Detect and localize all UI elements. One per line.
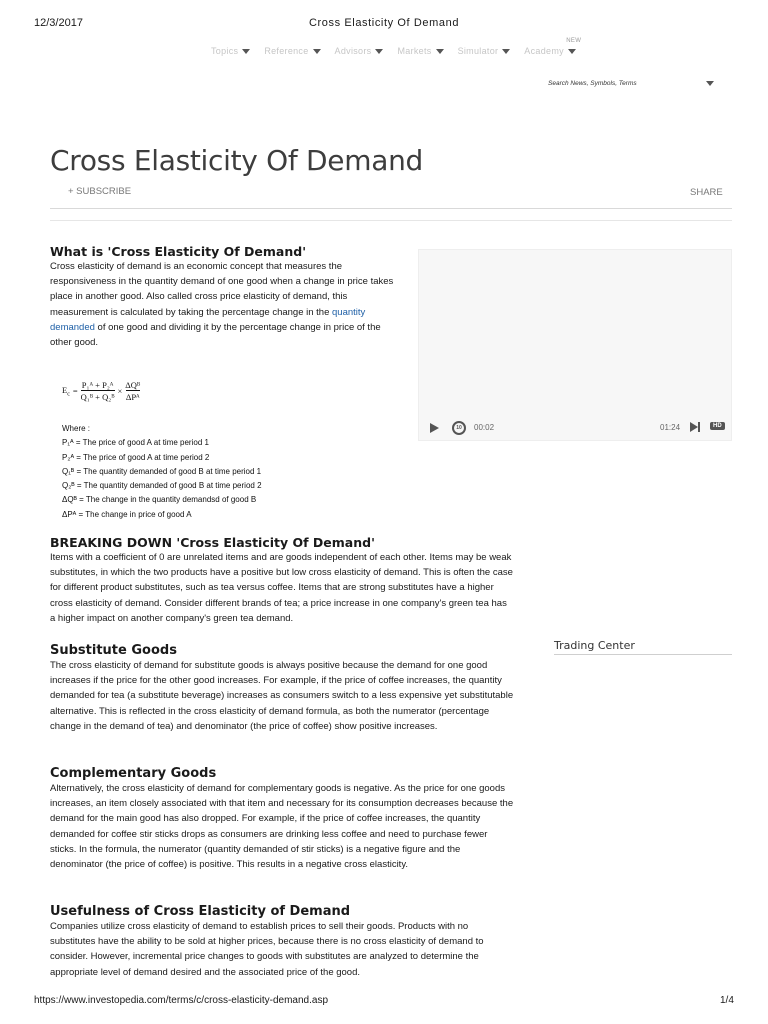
video-player[interactable] xyxy=(418,249,732,441)
nav-label: Markets xyxy=(397,46,432,56)
formula-lhs: $E_c$ xyxy=(62,384,70,398)
section-heading: Usefulness of Cross Elasticity of Demand xyxy=(50,904,351,919)
nav-item-academy[interactable] xyxy=(524,38,582,56)
video-controls xyxy=(418,418,732,438)
definition-item: ΔQᴮ = The change in the quantity demandsd of good B xyxy=(62,495,257,505)
trading-center-heading: Trading Center xyxy=(554,639,635,652)
chevron-down-icon xyxy=(568,49,576,54)
subscribe-button[interactable]: + SUBSCRIBE xyxy=(68,186,132,197)
nav-label: Simulator xyxy=(457,46,499,56)
section-paragraph: Items with a coefficient of 0 are unrelated items and are goods independent of each other. Items may be weak substitutes, in which the two products have a positive but low cross elasticity of demand. This is often the case for different product substitutes, such as tea versus coffee. Items that are strong substitutes have a higher cross elasticity of demand. Consider different brands of tea; a price increase in one company's green tea has a higher impact on another company's green tea demand. xyxy=(50,552,513,624)
print-url: https://www.investopedia.com/terms/c/cross-elasticity-demand.asp xyxy=(34,995,328,1006)
definition-item: Q₂ᴮ = The quantity demanded of good B at time period 2 xyxy=(62,481,262,491)
nav-item-advisors[interactable] xyxy=(335,46,384,56)
top-nav xyxy=(211,38,582,56)
definition-item: ΔPᴬ = The change in price of good A xyxy=(62,509,192,519)
paragraph-text: Cross elasticity of demand is an economic concept that measures the responsiveness in the quantity demand of one good when a change in price takes place in another good. Also called cross price elasticity of demand, this measurement is calculated by taking the percentage change in the xyxy=(50,261,394,318)
formula-numerator: P₁ᴬ + P₂ᴬ xyxy=(81,380,114,390)
page-title: Cross Elasticity Of Demand xyxy=(50,144,423,177)
section-paragraph: The cross elasticity of demand for substitute goods is always positive because the demand for one good increases if the price for the other good increases. For example, if the price of coffee increases, the quantity demanded for tea (a substitute beverage) increases as consumers switch to a less expensive yet substitutable alternative. This is reflected in the cross elasticity of demand formula, as both the numerator (percentage change in the demand of tea) and denominator (the price of coffee) show positive increases. xyxy=(50,660,514,732)
share-button[interactable]: SHARE xyxy=(690,187,723,198)
breaking-down-section xyxy=(50,535,514,626)
chevron-down-icon xyxy=(436,49,444,54)
hd-toggle[interactable]: HD xyxy=(710,422,725,430)
definition-item: P₂ᴬ = The price of good A at time period 2 xyxy=(62,452,210,462)
where-label: Where : xyxy=(62,424,91,433)
print-date: 12/3/2017 xyxy=(34,17,83,29)
formula-fraction-1 xyxy=(81,380,115,402)
search-input[interactable]: Search News, Symbols, Terms xyxy=(548,80,637,87)
quantity-demanded-link[interactable]: quantity demanded xyxy=(50,306,366,333)
section-heading: What is 'Cross Elasticity Of Demand' xyxy=(50,244,307,259)
formula-times: × xyxy=(117,386,123,396)
new-badge: NEW xyxy=(566,38,582,44)
nav-item-reference[interactable] xyxy=(264,46,320,56)
chevron-down-icon xyxy=(375,49,383,54)
definition-item: P₁ᴬ = The price of good A at time period 1 xyxy=(62,438,209,448)
current-time: 00:02 xyxy=(474,423,495,432)
formula-denominator: Q₁ᴮ + Q₂ᴮ xyxy=(80,392,115,402)
duration: 01:24 xyxy=(660,423,681,432)
nav-label: Topics xyxy=(211,46,239,56)
chevron-down-icon xyxy=(242,49,250,54)
print-title: Cross Elasticity Of Demand xyxy=(308,17,460,29)
paragraph-text: of one good and dividing it by the percentage change in price of the other good. xyxy=(50,321,381,349)
nav-label: Advisors xyxy=(334,46,372,56)
nav-label: Reference xyxy=(264,46,309,56)
formula-fraction-2 xyxy=(125,380,140,402)
chevron-down-icon xyxy=(313,49,321,54)
complementary-goods-section xyxy=(50,766,514,872)
next-icon[interactable] xyxy=(690,422,698,432)
usefulness-section xyxy=(50,904,514,980)
section-paragraph: Companies utilize cross elasticity of demand to establish prices to sell their goods. Products with no substitutes have the ability to be sold at higher prices, because there is no cross elasticity of demand to consider. However, incremental price changes to goods with substitutes are analyzed to determine the appropriate level of demand desired and the associated price of the good. xyxy=(50,921,484,978)
what-is-section xyxy=(50,244,402,350)
section-paragraph: Alternatively, the cross elasticity of demand for complementary goods is negative. As the price for one goods increases, an item closely associated with that item and necessary for its consumption decreases because the demand for the main good has also dropped. For example, if the price of coffee increases, the quantity demanded for coffee stir sticks drops as consumers are drinking less coffee and need to purchase fewer sticks. In the formula, the numerator (quantity demanded of stir sticks) is a negative figure and the denominator (the price of coffee) is positive. This results in a negative cross elasticity. xyxy=(50,783,514,871)
formula-denominator: ΔPᴬ xyxy=(125,392,140,402)
nav-item-markets[interactable] xyxy=(397,46,443,56)
definition-item: Q₁ᴮ = The quantity demanded of good B at time period 1 xyxy=(62,466,262,476)
substitute-goods-section xyxy=(50,643,514,734)
play-icon[interactable] xyxy=(430,423,439,433)
formula-image: $E_c$ = $\frac{\text{P₁ᴬ + P₂ᴬ}}{\text{Q₁ᴮ + Q₂ᴮ}}$ × ΔQᴮ ΔPᴬ xyxy=(62,380,141,402)
section-heading: Complementary Goods xyxy=(50,766,217,781)
chevron-down-icon[interactable] xyxy=(706,81,714,86)
nav-item-topics[interactable] xyxy=(211,46,250,56)
divider xyxy=(50,220,732,221)
nav-item-simulator[interactable] xyxy=(458,46,511,56)
formula-numerator: ΔQᴮ xyxy=(125,380,141,390)
section-paragraph xyxy=(50,259,402,350)
replay-icon[interactable]: 10 xyxy=(452,421,466,435)
nav-label: Academy xyxy=(524,46,564,56)
chevron-down-icon xyxy=(502,49,510,54)
formula-definitions xyxy=(62,422,262,522)
section-heading: Substitute Goods xyxy=(50,643,177,658)
section-heading: BREAKING DOWN 'Cross Elasticity Of Demand' xyxy=(50,535,375,550)
divider xyxy=(554,654,732,655)
divider xyxy=(50,208,732,209)
print-page-number: 1/4 xyxy=(720,995,734,1006)
